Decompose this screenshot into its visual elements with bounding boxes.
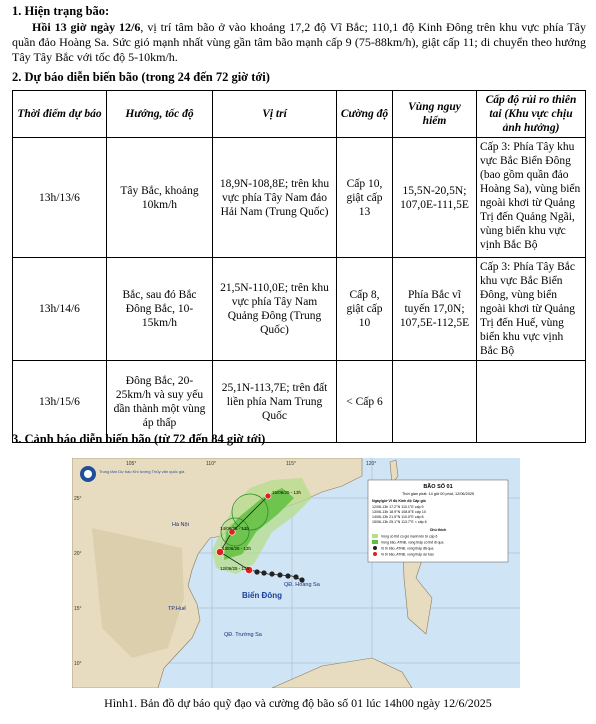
- col-header-position: Vị trí: [213, 91, 337, 138]
- cell-risk-level: Cấp 3: Phía Tây khu vực Bắc Biển Đông (bao gồm quần đảo Hoàng Sa), vùng biển ngoài khơi từ Quảng Trị đến Quảng Ngãi, vùng biển khu vực vịnh Bắc Bộ: [477, 138, 586, 258]
- col-header-risk-level: Cấp độ rủi ro thiên tai (Khu vực chịu ảnh hưởng): [477, 91, 586, 138]
- legend-issued: Thời gian phát: 14 giờ 00 phút, 12/06/2025: [401, 492, 475, 496]
- cell-direction: Bắc, sau đó Bắc Đông Bắc, 10-15km/h: [107, 258, 213, 361]
- cell-risk-level: Cấp 3: Phía Tây Bắc khu vực Bắc Biển Đông, vùng biển ngoài khơi từ Quảng Trị đến Huế, vùng biển khu vực vịnh Bắc Bộ: [477, 258, 586, 361]
- section2-heading: 2. Dự báo diễn biến bão (trong 24 đến 72 giờ tới): [12, 70, 270, 84]
- section1-heading: 1. Hiện trạng bão:: [12, 4, 110, 18]
- table-row: [13, 361, 586, 443]
- cell-time: 13h/15/6: [13, 361, 107, 443]
- label-truong-sa: QĐ. Trường Sa: [224, 632, 262, 638]
- cell-intensity: Cấp 10, giật cấp 13: [337, 138, 393, 258]
- swatch-forecast: [373, 552, 377, 556]
- label-hue: TP.Huế: [168, 606, 186, 612]
- lat-tick: 10°: [74, 661, 82, 667]
- label-hanoi: Hà Nội: [172, 522, 189, 528]
- col-header-danger-zone: Vùng nguy hiểm: [393, 91, 477, 138]
- legend-row: 12/06-13h 17.2°N 110.1°E cấp 9: [372, 505, 424, 509]
- label-p2: 13/06/25 - 13h: [222, 546, 252, 551]
- swatch-storm-cone: [372, 540, 378, 544]
- label-p3: 14/06/25 - 13h: [220, 526, 250, 531]
- cell-position: 18,9N-108,8E; trên khu vực phía Tây Nam đảo Hải Nam (Trung Quốc): [213, 138, 337, 258]
- lon-tick: 120°: [366, 461, 377, 467]
- storm-track-map: [72, 458, 520, 688]
- section3-heading: 3. Cảnh báo diễn biến bão (từ 72 đến 84 giờ tới): [12, 432, 266, 446]
- lon-tick: 110°: [206, 461, 216, 467]
- cell-danger-zone: Phía Bắc vĩ tuyến 17,0N; 107,5E-112,5E: [393, 258, 477, 361]
- table-header-row: [13, 91, 586, 138]
- status-text: , vị trí tâm bão ở vào khoảng 17,2 độ Vĩ Bắc; 110,1 độ Kinh Đông trên khu vực phía Tây quần đảo Hoàng Sa. Sức gió mạnh nhất vùng gần tâm bão mạnh cấp 9 (75-88km/h), giật cấp 11; di chuyển theo hướng Tây Tây Bắc với tốc độ 5-10km/h.: [12, 20, 587, 64]
- label-bien-dong: Biển Đông: [242, 591, 282, 600]
- cell-direction: Đông Bắc, 20-25km/h và suy yếu dần thành một vùng áp thấp: [107, 361, 213, 443]
- swatch-past: [373, 546, 377, 550]
- cell-direction: Tây Bắc, khoảng 10km/h: [107, 138, 213, 258]
- col-header-time: Thời điểm dự báo: [13, 91, 107, 138]
- note-item: Vị trí bão, ATNĐ, vùng thấp dự báo: [381, 552, 434, 557]
- cell-time: 13h/14/6: [13, 258, 107, 361]
- cell-position: 21,5N-110,0E; trên khu vực phía Tây Nam Quảng Đông (Trung Quốc): [213, 258, 337, 361]
- legend-header: Ngày/giờ Vĩ độ Kinh độ Cấp gió: [372, 499, 426, 503]
- forecast-table: [12, 90, 586, 443]
- agency-name: Trung tâm Dự báo Khí tượng Thủy văn quốc gia: [99, 469, 185, 474]
- lat-tick: 20°: [74, 551, 82, 557]
- col-header-intensity: Cường độ: [337, 91, 393, 138]
- col-header-direction: Hướng, tốc độ: [107, 91, 213, 138]
- legend-row: 13/06-13h 18.9°N 108.8°E cấp 10: [372, 510, 426, 514]
- cell-time: 13h/13/6: [13, 138, 107, 258]
- cell-danger-zone: [393, 361, 477, 443]
- lon-tick: 115°: [286, 461, 296, 467]
- label-p4: 15/06/25 - 13h: [272, 490, 302, 495]
- current-status-paragraph: [12, 20, 586, 65]
- notes-title: Chú thích: [429, 528, 447, 532]
- label-p1: 12/06/25 - 13h: [220, 566, 250, 571]
- map-legend: [368, 480, 508, 562]
- cell-intensity: Cấp 8, giật cấp 10: [337, 258, 393, 361]
- note-item: Vị trí bão, ATNĐ, vùng thấp đã qua: [381, 546, 434, 551]
- note-item: Vùng có thể có gió mạnh lên từ cấp 6: [381, 534, 438, 539]
- table-row: [13, 258, 586, 361]
- figure-caption: Hình1. Bản đồ dự báo quỹ đạo và cường độ bão số 01 lúc 14h00 ngày 12/6/2025: [104, 696, 492, 710]
- agency-logo: [80, 466, 96, 482]
- lon-tick: 105°: [126, 461, 137, 467]
- lat-tick: 15°: [74, 606, 82, 612]
- cell-risk-level: [477, 361, 586, 443]
- status-time: Hồi 13 giờ ngày 12/6: [32, 20, 141, 34]
- cell-danger-zone: 15,5N-20,5N; 107,0E-111,5E: [393, 138, 477, 258]
- cell-position: 25,1N-113,7E; trên đất liền phía Nam Trung Quốc: [213, 361, 337, 443]
- note-item: Vùng bão, ATNĐ, vùng thấp có thể đi qua: [381, 540, 444, 545]
- swatch-strong-wind: [372, 534, 378, 538]
- legend-row: 14/06-13h 21.5°N 110.0°E cấp 8: [372, 515, 424, 519]
- cell-intensity: < Cấp 6: [337, 361, 393, 443]
- label-hoang-sa: QĐ. Hoàng Sa: [284, 582, 320, 588]
- lat-tick: 25°: [74, 496, 82, 502]
- legend-title: BÃO SỐ 01: [423, 484, 453, 490]
- legend-row: 15/06-13h 25.1°N 113.7°E < cấp 6: [372, 520, 427, 524]
- table-row: [13, 138, 586, 258]
